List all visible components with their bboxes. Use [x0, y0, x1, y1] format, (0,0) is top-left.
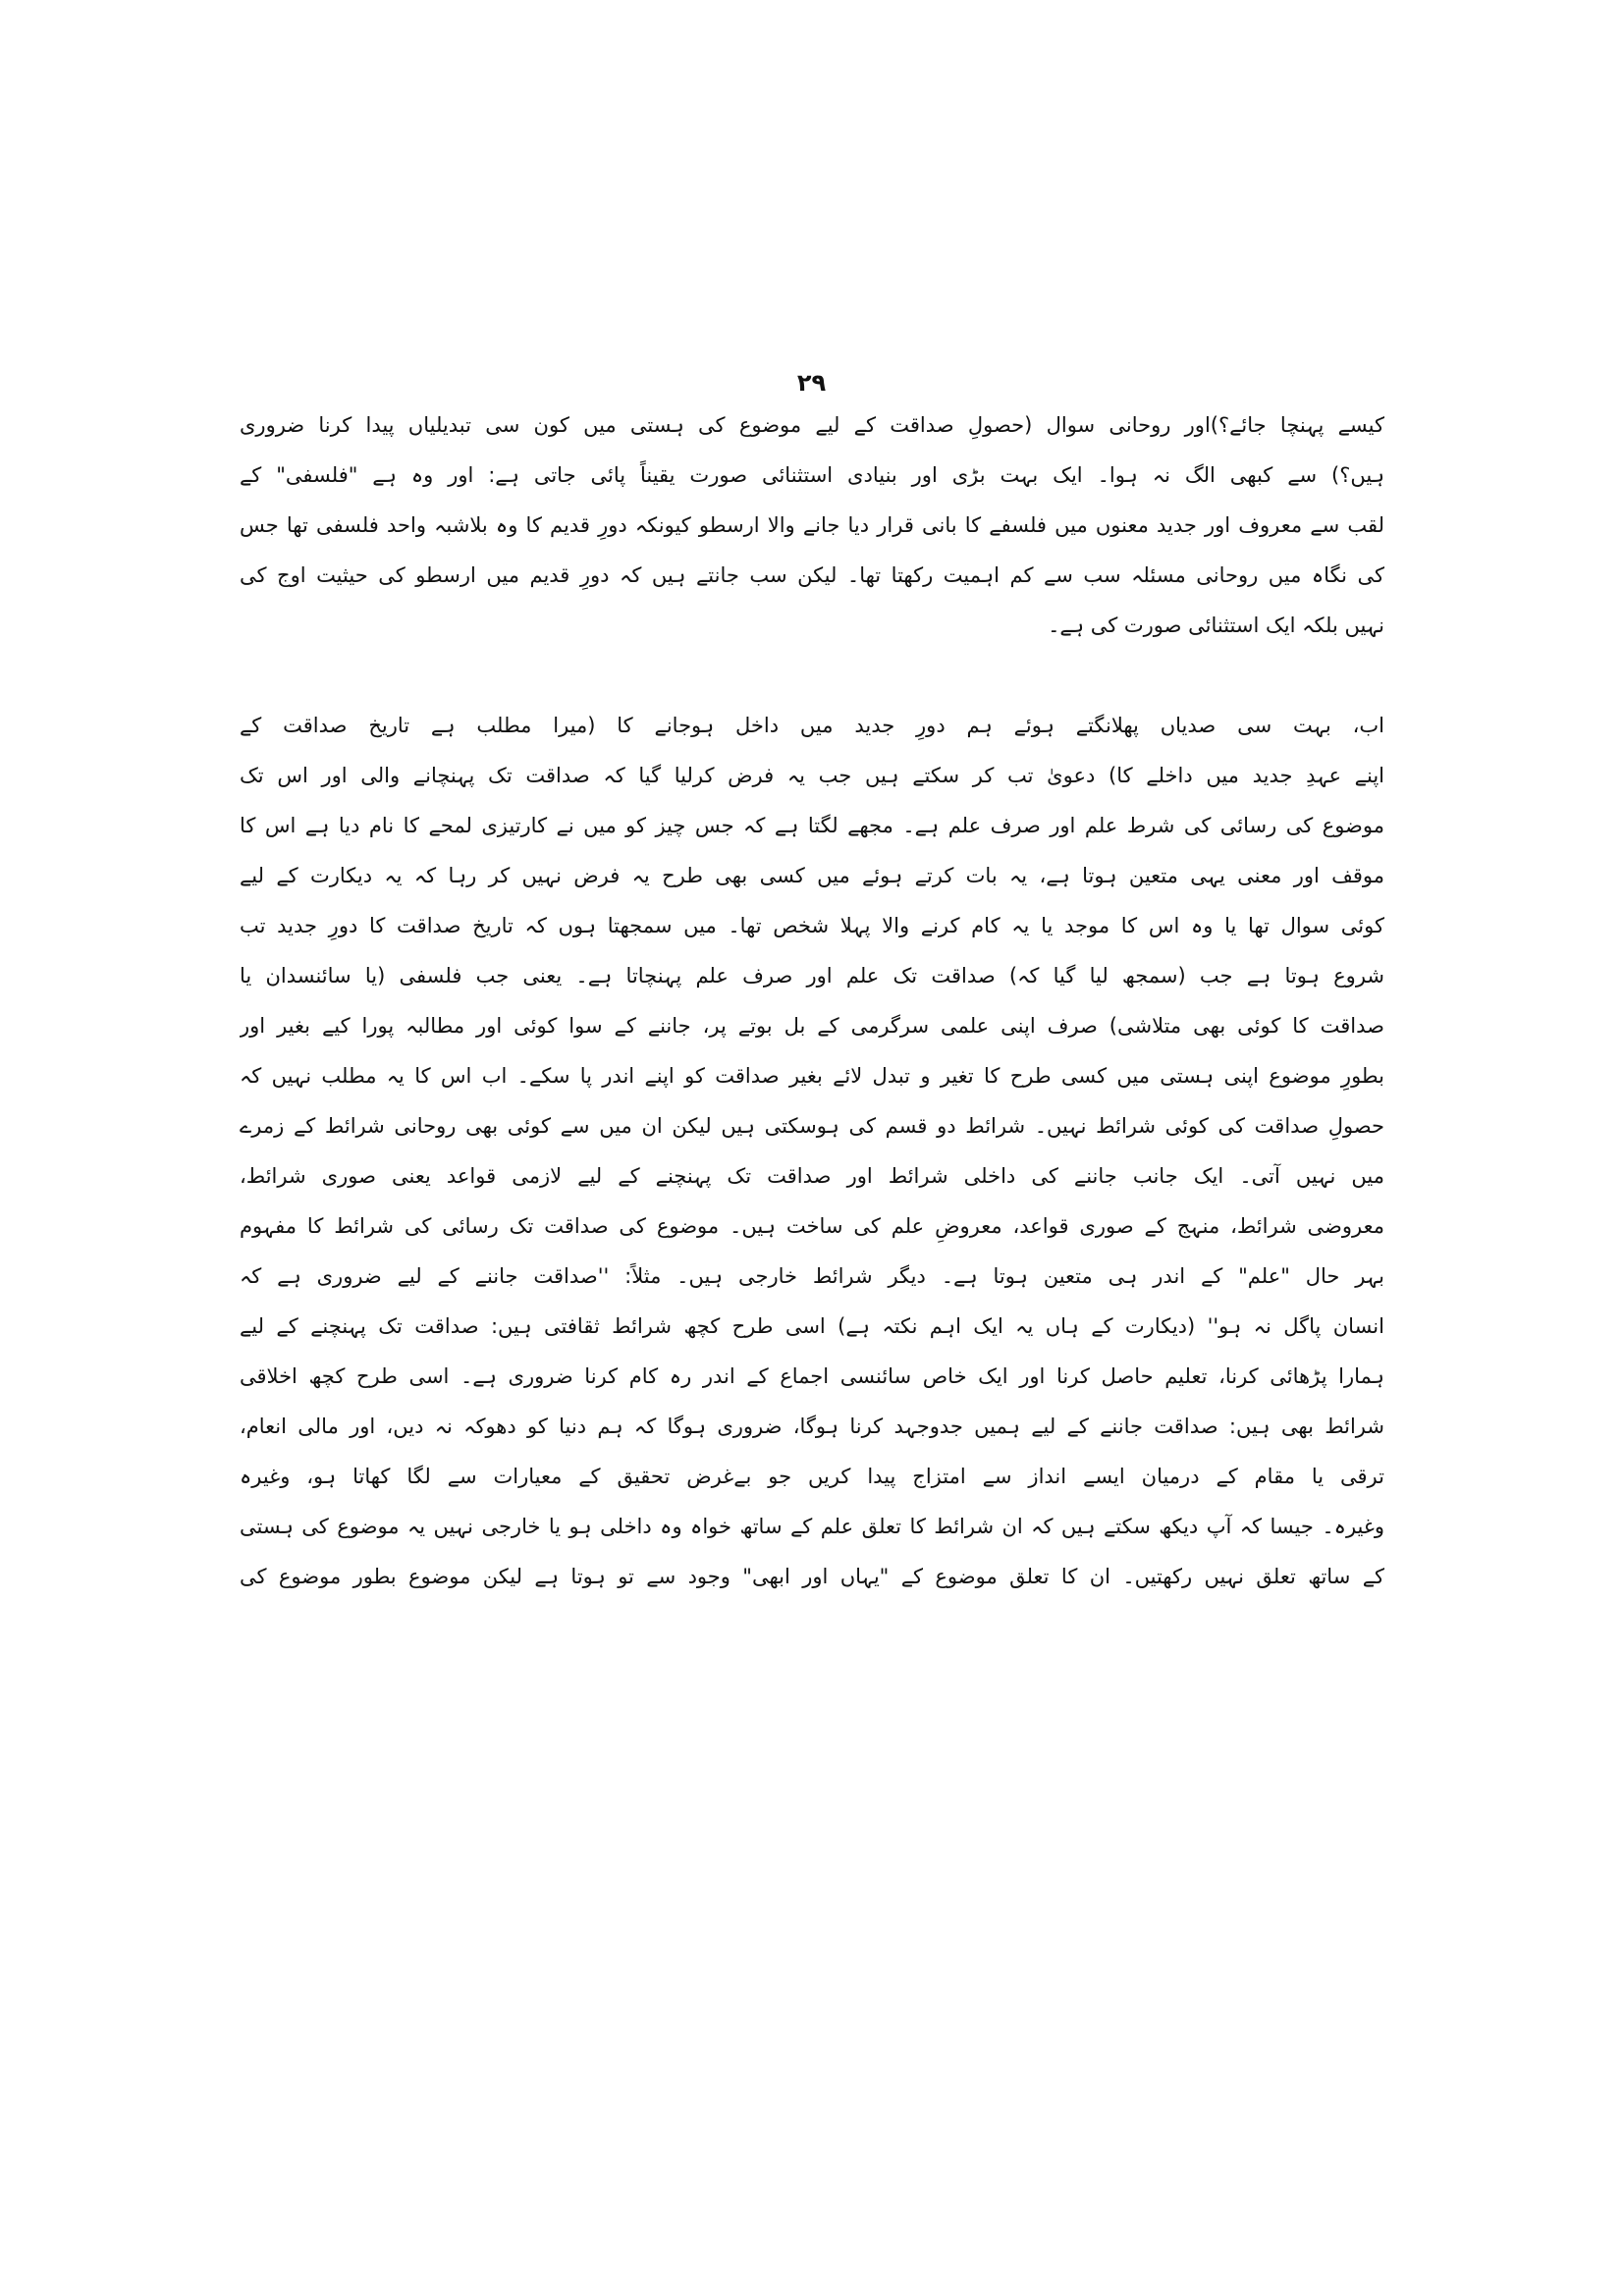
text-line: بطورِ موضوع اپنی ہستی میں کسی طرح کا تغیر و تبدل لائے بغیر صداقت کو اپنے اندر پا سکے۔ اب اس کا یہ مطلب نہیں کہ — [240, 1064, 1384, 1088]
text-line: انسان پاگل نہ ہو'' (دیکارت کے ہاں یہ ایک اہم نکتہ ہے) اسی طرح کچھ شرائط ثقافتی ہیں: صداقت تک پہنچنے کے لیے — [240, 1314, 1384, 1338]
text-line: شروع ہوتا ہے جب (سمجھ لیا گیا کہ) صداقت تک علم اور صرف علم پہنچاتا ہے۔ یعنی جب فلسفی (یا سائنسدان یا — [240, 964, 1384, 988]
text-line: اب، بہت سی صدیاں پھلانگتے ہوئے ہم دورِ جدید میں داخل ہوجانے کا (میرا مطلب ہے تاریخ صداقت کے — [240, 714, 1384, 737]
text-line: ہمارا پڑھائی کرنا، تعلیم حاصل کرنا اور ایک خاص سائنسی اجماع کے اندر رہ کام کرنا ضروری ہے۔ اسی طرح کچھ اخلاقی — [240, 1364, 1384, 1388]
text-line: بہر حال "علم" کے اندر ہی متعین ہوتا ہے۔ دیگر شرائط خارجی ہیں۔ مثلاً: ''صداقت جاننے کے لیے ضروری ہے کہ — [240, 1264, 1384, 1288]
text-line: لقب سے معروف اور جدید معنوں میں فلسفے کا بانی قرار دیا جانے والا ارسطو کیونکہ دورِ قدیم کا وہ بلاشبہ واحد فلسفی تھا جس — [240, 513, 1384, 537]
paragraph-1 — [240, 400, 1384, 651]
text-line: معروضی شرائط، منہج کے صوری قواعد، معروضِ علم کی ساخت ہیں۔ موضوع کی صداقت تک رسائی کی شرائط کا مفہوم — [240, 1214, 1384, 1238]
text-line: ہیں؟) سے کبھی الگ نہ ہوا۔ ایک بہت بڑی اور بنیادی استثنائی صورت یقیناً پائی جاتی ہے: اور وہ ہے "فلسفی" کے — [240, 463, 1384, 487]
text-line: شرائط بھی ہیں: صداقت جاننے کے لیے ہمیں جدوجہد کرنا ہوگا، ضروری ہوگا کہ ہم دنیا کو دھوکہ نہ دیں، اور مالی انعام، — [240, 1415, 1384, 1438]
text-line: کیسے پہنچا جائے؟)اور روحانی سوال (حصولِ صداقت کے لیے موضوع کی ہستی میں کون سی تبدیلیاں پیدا کرنا ضروری — [240, 413, 1384, 437]
text-line: میں نہیں آتی۔ ایک جانب جاننے کی داخلی شرائط اور صداقت تک پہنچنے کے لیے لازمی قواعد یعنی صوری شرائط، — [240, 1164, 1384, 1188]
text-line: کی نگاہ میں روحانی مسئلہ سب سے کم اہمیت رکھتا تھا۔ لیکن سب جانتے ہیں کہ دورِ قدیم میں ارسطو کی حیثیت اوج کی — [240, 563, 1384, 587]
text-line: اپنے عہدِ جدید میں داخلے کا) دعویٰ تب کر سکتے ہیں جب یہ فرض کرلیا گیا کہ صداقت تک پہنچانے والی اور اس تک — [240, 764, 1384, 787]
page-number: ۲۹ — [796, 369, 827, 397]
text-line: صداقت کا کوئی بھی متلاشی) صرف اپنی علمی سرگرمی کے بل بوتے پر، جاننے کے سوا کوئی اور مطالبہ پورا کیے بغیر اور — [240, 1014, 1384, 1038]
text-line: کے ساتھ تعلق نہیں رکھتیں۔ ان کا تعلق موضوع کے "یہاں اور ابھی" وجود سے تو ہوتا ہے لیکن موضوع بطور موضوع کی — [240, 1565, 1384, 1588]
paragraph-2 — [240, 701, 1384, 1602]
text-line: حصولِ صداقت کی کوئی شرائط نہیں۔ شرائط دو قسم کی ہوسکتی ہیں لیکن ان میں سے کوئی بھی روحانی شرائط کے زمرے — [240, 1114, 1384, 1138]
text-line: ترقی یا مقام کے درمیان ایسے انداز سے امتزاج پیدا کریں جو بےغرض تحقیق کے معیارات سے لگا کھاتا ہو، وغیرہ — [240, 1465, 1384, 1488]
text-line: موقف اور معنی یہی متعین ہوتا ہے، یہ بات کرتے ہوئے میں کسی بھی طرح یہ فرض نہیں کر رہا کہ یہ دیکارت کے لیے — [240, 864, 1384, 887]
text-line: کوئی سوال تھا یا وہ اس کا موجد یا یہ کام کرنے والا پہلا شخص تھا۔ میں سمجھتا ہوں کہ تاریخ صداقت کا دورِ جدید تب — [240, 914, 1384, 937]
text-line: نہیں بلکہ ایک استثنائی صورت کی ہے۔ — [1048, 614, 1384, 637]
text-line: وغیرہ۔ جیسا کہ آپ دیکھ سکتے ہیں کہ ان شرائط کا تعلق علم کے ساتھ خواہ وہ داخلی ہو یا خارجی نہیں یہ موضوع کی ہستی — [240, 1515, 1384, 1538]
text-line: موضوع کی رسائی کی شرط علم اور صرف علم ہے۔ مجھے لگتا ہے کہ جس چیز کو میں نے کارتیزی لمحے کا نام دیا ہے اس کا — [240, 814, 1384, 837]
